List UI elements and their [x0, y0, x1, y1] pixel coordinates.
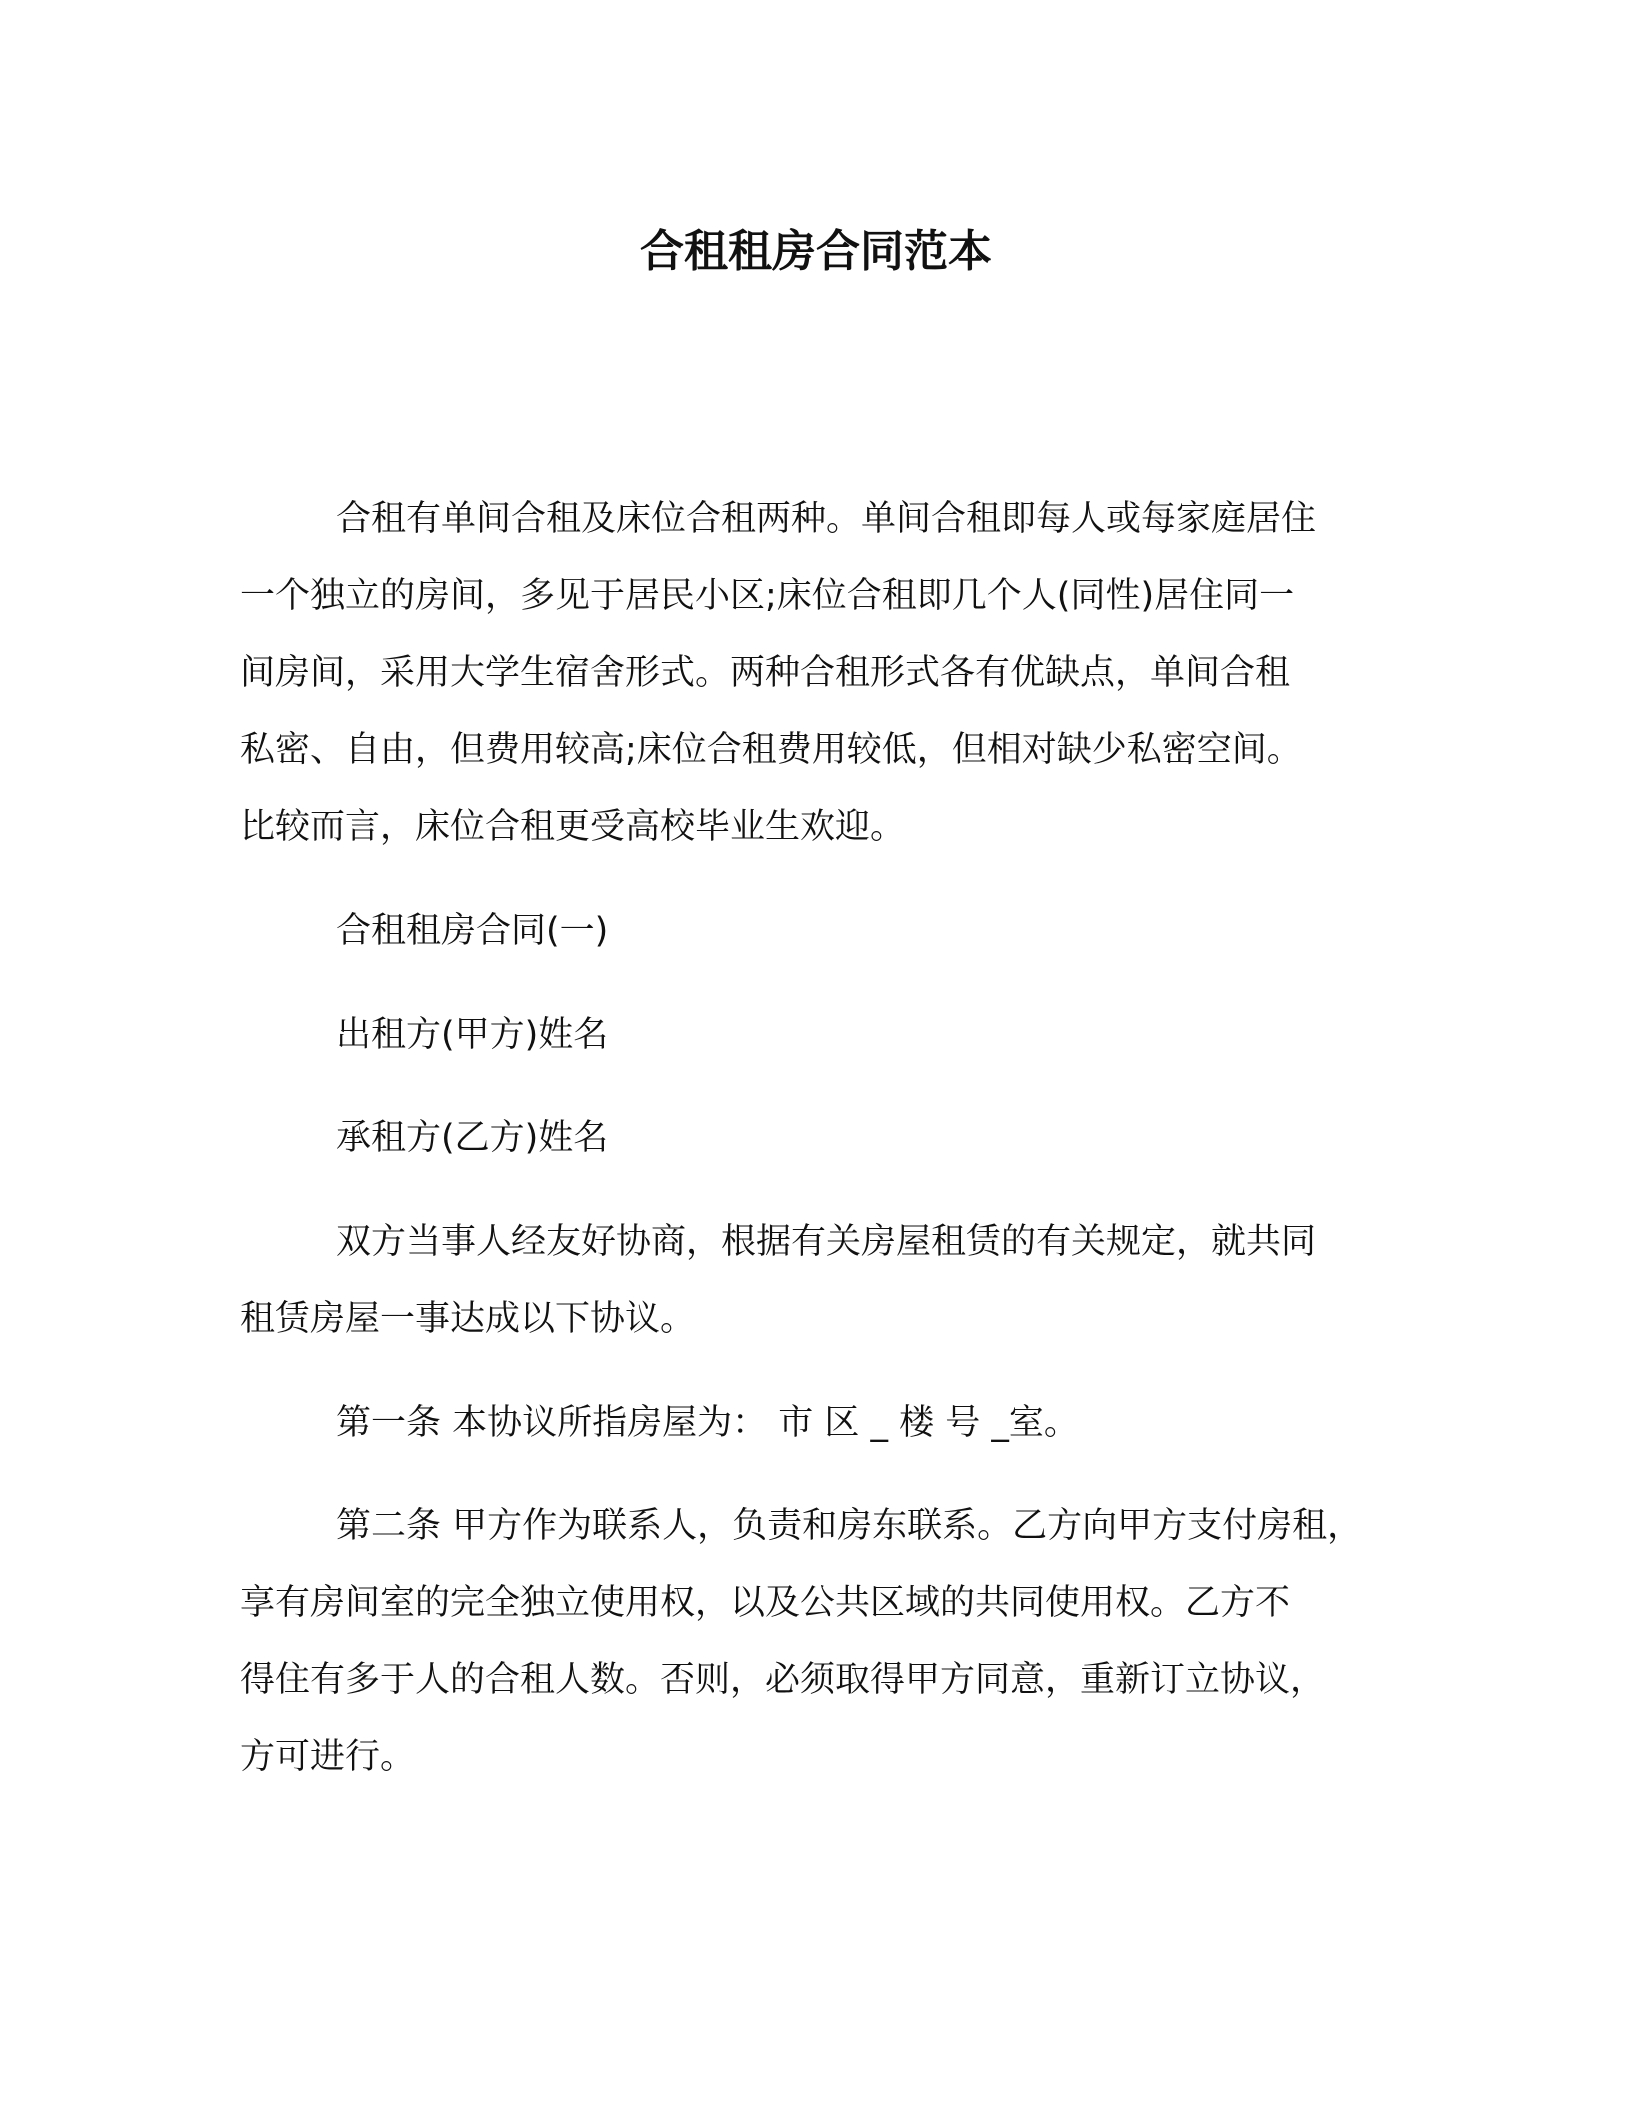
- paragraph-line: 间房间，采用大学生宿舍形式。两种合租形式各有优缺点，单间合租: [240, 653, 1291, 693]
- paragraph-line: 合租租房合同(一): [336, 911, 609, 951]
- lessor-name-line: [240, 997, 608, 1074]
- paragraph-line: 合租有单间合租及床位合租两种。单间合租即每人或每家庭居住: [336, 499, 1317, 539]
- paragraph-line: 第一条 本协议所指房屋为： 市 区 _ 楼 号 _室。: [336, 1403, 1079, 1443]
- paragraph-line: 第二条 甲方作为联系人，负责和房东联系。乙方向甲方支付房租，: [336, 1506, 1363, 1546]
- paragraph-line: 比较而言，床位合租更受高校毕业生欢迎。: [240, 807, 906, 847]
- lessee-name-line: [240, 1100, 608, 1177]
- contract-heading: [240, 893, 608, 970]
- paragraph-line: 方可进行。: [240, 1737, 416, 1777]
- paragraph-line: 享有房间室的完全独立使用权，以及公共区域的共同使用权。乙方不: [240, 1583, 1291, 1623]
- paragraph-intro: [240, 481, 1316, 866]
- paragraph-line: 租赁房屋一事达成以下协议。: [240, 1299, 696, 1339]
- paragraph-line: 承租方(乙方)姓名: [336, 1118, 609, 1158]
- article-two: [240, 1488, 1362, 1796]
- article-one: [240, 1385, 1079, 1462]
- paragraph-line: 私密、自由，但费用较高;床位合租费用较低，但相对缺少私密空间。: [240, 730, 1302, 770]
- paragraph-line: 双方当事人经友好协商，根据有关房屋租赁的有关规定，就共同: [336, 1222, 1317, 1262]
- paragraph-line: 出租方(甲方)姓名: [336, 1015, 609, 1055]
- paragraph-agreement: [240, 1204, 1316, 1358]
- paragraph-line: 得住有多于人的合租人数。否则，必须取得甲方同意，重新订立协议，: [240, 1660, 1326, 1700]
- paragraph-line: 一个独立的房间，多见于居民小区;床位合租即几个人(同性)居住同一: [240, 576, 1295, 616]
- document-title: 合租租房合同范本: [640, 226, 992, 277]
